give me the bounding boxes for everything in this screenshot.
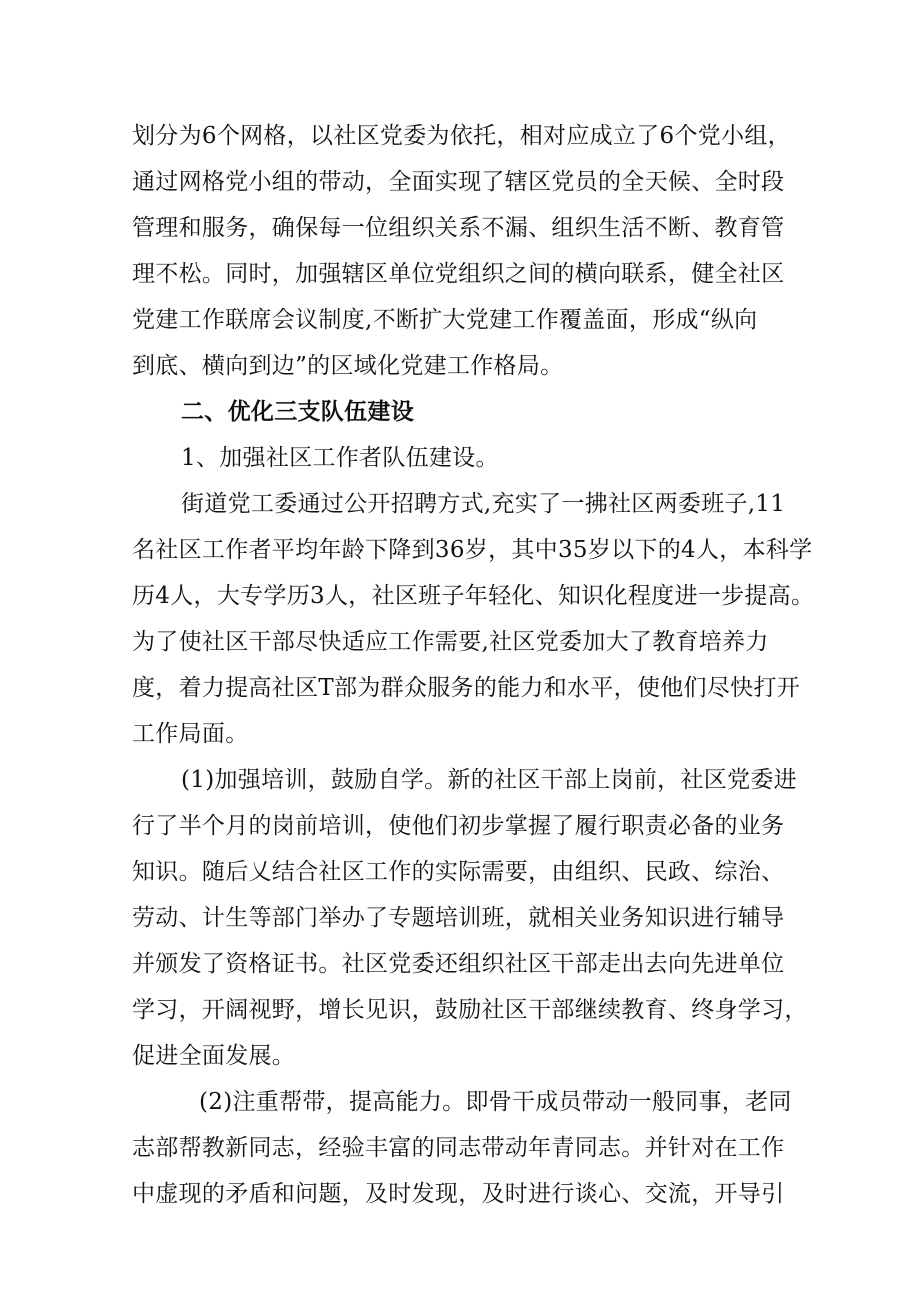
- body-text-line: 名社区工作者平均年龄下降到36岁，其中35岁以下的4人，本科学: [132, 537, 813, 563]
- body-text-line: 知识。随后乂结合社区工作的实际需要，由组织、民政、综治、: [132, 859, 785, 885]
- body-text-line: 工作局面。: [132, 721, 249, 747]
- body-text-line: 中虚现的矛盾和问题，及时发现，及时进行谈心、交流，开导引: [132, 1181, 785, 1207]
- body-text-line: 划分为6个网格，以社区党委为依托，相对应成立了6个党小组，: [132, 123, 791, 149]
- body-text-line: 理不松。同时，加强辖区单位党组织之间的横向联系，健全社区: [132, 261, 785, 287]
- section-heading: 二、优化三支队伍建设: [181, 398, 414, 425]
- body-text-line: 志部帮教新同志，经验丰富的同志带动年青同志。并针对在工作: [132, 1135, 785, 1161]
- body-text-line: 度，着力提高社区T部为群众服务的能力和水平，使他们尽快打开: [132, 675, 801, 701]
- subsection-heading: 1、加强社区工作者队伍建设。: [181, 445, 499, 471]
- body-text-line: 劳动、计生等部门举办了专题培训班，就相关业务知识进行辅导: [132, 905, 785, 931]
- body-text-line: 街道党工委通过公开招聘方式,充实了一拂社区两委班子,11: [181, 491, 786, 517]
- body-text-line: 到底、横向到边”的区域化党建工作格局。: [132, 353, 564, 379]
- body-text-line: 促进全面发展。: [132, 1043, 296, 1069]
- body-text-line: 学习，开阔视野，增长见识，鼓励社区干部继续教育、终身学习，: [132, 997, 808, 1023]
- body-text-line: 为了使社区干部尽快适应工作需要,社区党委加大了教育培养力: [132, 629, 769, 655]
- body-text-line: (1)加强培训，鼓励自学。新的社区干部上岗前，社区党委进: [181, 767, 797, 793]
- body-text-line: 管理和服务，确保每一位组织关系不漏、组织生活不断、教育管: [132, 215, 785, 241]
- body-text-line: 通过网格党小组的带动，全面实现了辖区党员的全天候、全时段: [132, 169, 785, 195]
- body-text-line: 党建工作联席会议制度,不断扩大党建工作覆盖面，形成“纵向: [132, 307, 758, 333]
- body-text-line: 行了半个月的岗前培训，使他们初步掌握了履行职责必备的业务: [132, 813, 785, 839]
- body-text-line: (2)注重帮带，提高能力。即骨干成员带动一般同事，老同: [199, 1089, 792, 1115]
- body-text-line: 历4人，大专学历3人，社区班子年轻化、知识化程度进一步提高。: [132, 583, 815, 609]
- body-text-line: 并颁发了资格证书。社区党委还组织社区干部走出去向先进单位: [132, 951, 785, 977]
